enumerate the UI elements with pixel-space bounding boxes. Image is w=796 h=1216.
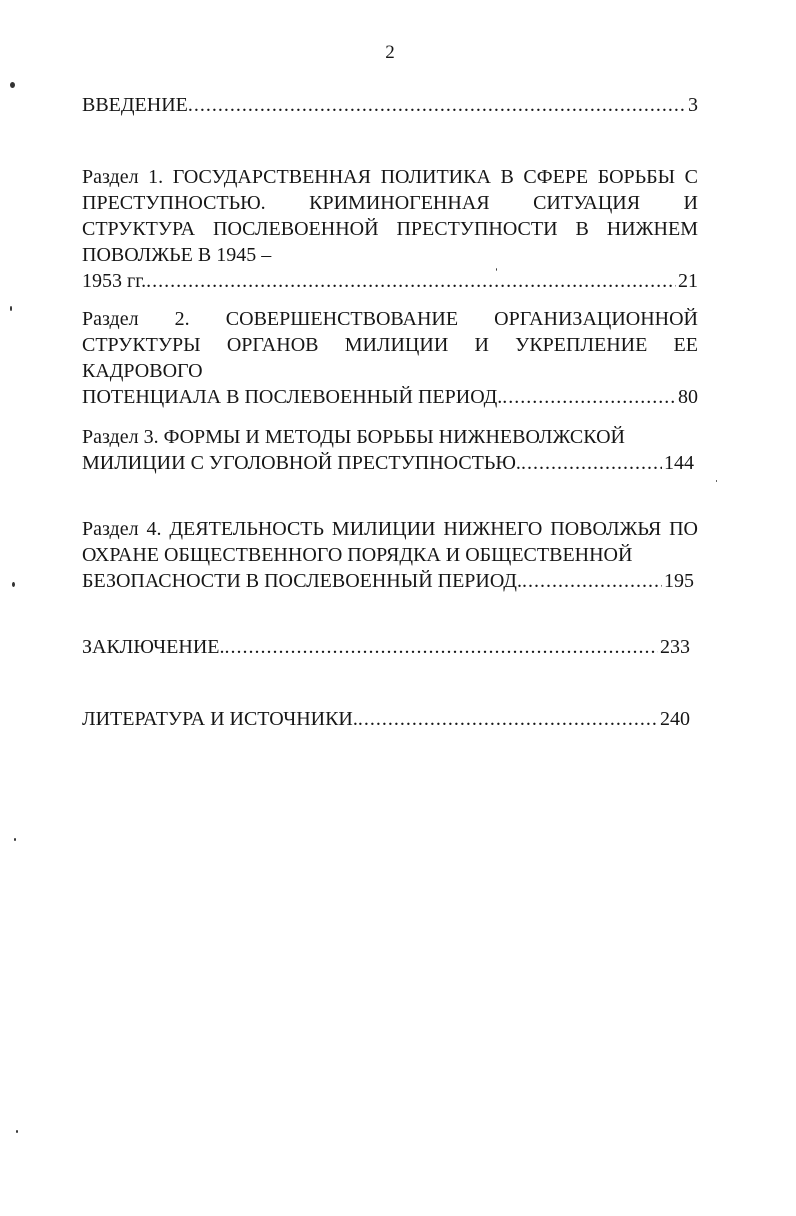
toc-page-number: 144 [664, 452, 694, 474]
toc-leader-dots [521, 450, 662, 476]
toc-entry-last-line [82, 450, 694, 476]
toc-entry-section-4 [82, 516, 698, 594]
toc-title-end: 1953 гг. [82, 270, 147, 292]
toc-leader-dots [146, 268, 676, 294]
toc-page-number: 233 [660, 636, 690, 658]
toc-entry-section-2 [82, 306, 698, 410]
scan-speck [496, 268, 497, 271]
scan-speck [12, 582, 15, 587]
toc-title: ЗАКЛЮЧЕНИЕ. [82, 636, 225, 658]
scan-speck [10, 306, 12, 311]
toc-entry-literature [82, 706, 690, 732]
scan-speck [716, 480, 717, 482]
toc-page-number: 195 [664, 570, 694, 592]
toc-leader-dots [358, 706, 658, 732]
toc-leader-dots [188, 92, 686, 118]
toc-title-end: ПОТЕНЦИАЛА В ПОСЛЕВОЕННЫЙ ПЕРИОД. [82, 386, 503, 408]
toc-leader-dots [224, 634, 658, 660]
toc-entry-text: Раздел 3. ФОРМЫ И МЕТОДЫ БОРЬБЫ НИЖНЕВОЛЖСКОЙ [82, 426, 625, 448]
toc-title: ЛИТЕРАТУРА И ИСТОЧНИКИ. [82, 708, 358, 730]
toc-entry-section-1 [82, 164, 698, 294]
toc-entry-text: Раздел 2. СОВЕРШЕНСТВОВАНИЕ ОРГАНИЗАЦИОННОЙ СТРУКТУРЫ ОРГАНОВ МИЛИЦИИ И УКРЕПЛЕНИЕ ЕЕ КАДРОВОГО [82, 308, 698, 382]
scan-speck [10, 82, 15, 88]
toc-entry-last-line [82, 568, 694, 594]
toc-page-number: 80 [678, 386, 698, 408]
toc-entry-text: Раздел 1. ГОСУДАРСТВЕННАЯ ПОЛИТИКА В СФЕРЕ БОРЬБЫ С ПРЕСТУПНОСТЬЮ. КРИМИНОГЕННАЯ СИТУАЦИЯ И СТРУКТУРА ПОСЛЕВОЕННОЙ ПРЕСТУПНОСТИ В НИЖНЕМ ПОВОЛЖЬЕ В 1945 – [82, 166, 698, 266]
toc-leader-dots [502, 384, 676, 410]
scan-speck [16, 1130, 18, 1133]
scan-speck [14, 838, 16, 841]
toc-title: ВВЕДЕНИЕ [82, 94, 188, 116]
toc-entry-last-line [82, 268, 698, 294]
toc-entry-section-3 [82, 424, 698, 476]
toc-entry-last-line [82, 384, 698, 410]
toc-leader-dots [522, 568, 662, 594]
toc-entry-intro [82, 92, 698, 118]
toc-entry-text: Раздел 4. ДЕЯТЕЛЬНОСТЬ МИЛИЦИИ НИЖНЕГО ПОВОЛЖЬЯ ПО ОХРАНЕ ОБЩЕСТВЕННОГО ПОРЯДКА И ОБЩЕСТВЕННОЙ [82, 518, 698, 566]
toc-entry-conclusion [82, 634, 690, 660]
toc-page-number: 21 [678, 270, 698, 292]
toc-page-number: 240 [660, 708, 690, 730]
page-number: 2 [385, 42, 395, 63]
toc-title-end: БЕЗОПАСНОСТИ В ПОСЛЕВОЕННЫЙ ПЕРИОД. [82, 570, 522, 592]
toc-title-end: МИЛИЦИИ С УГОЛОВНОЙ ПРЕСТУПНОСТЬЮ. [82, 452, 521, 474]
toc-page-number: 3 [688, 94, 698, 116]
